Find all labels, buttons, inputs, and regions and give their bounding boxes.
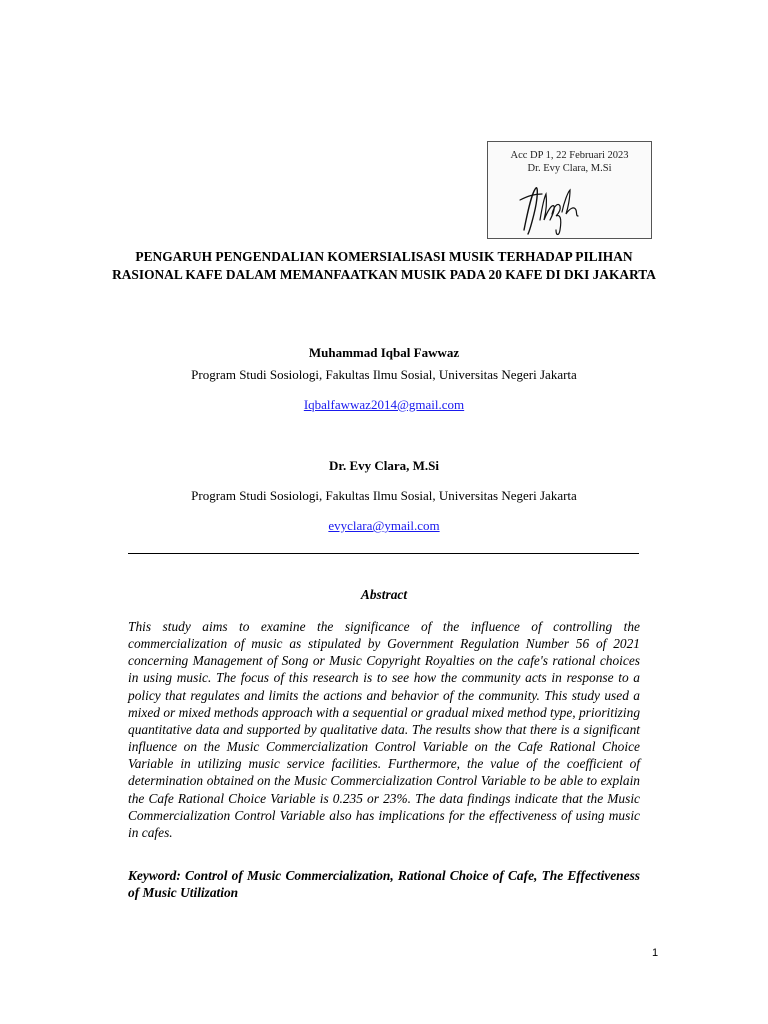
author-1-name: Muhammad Iqbal Fawwaz bbox=[308, 345, 460, 360]
page-number: 1 bbox=[651, 947, 659, 959]
author-2-email-link[interactable]: evyclara@ymail.com bbox=[328, 518, 440, 533]
keywords-text: Keyword: Control of Music Commercialization, Rational Choice of Cafe, The Effectiveness of Music Utilization bbox=[128, 868, 640, 901]
section-divider bbox=[128, 553, 639, 554]
author-1-email-link[interactable]: Iqbalfawwaz2014@gmail.com bbox=[303, 397, 465, 412]
author-2-name: Dr. Evy Clara, M.Si bbox=[328, 458, 440, 473]
paper-title: PENGARUH PENGENDALIAN KOMERSIALISASI MUSIK TERHADAP PILIHAN RASIONAL KAFE DALAM MEMANFAATKAN MUSIK PADA 20 KAFE DI DKI JAKARTA bbox=[112, 249, 656, 282]
author-1-email-line bbox=[0, 397, 768, 413]
author-2-email-line bbox=[0, 518, 768, 534]
author-2-affiliation: Program Studi Sosiologi, Fakultas Ilmu Sosial, Universitas Negeri Jakarta bbox=[191, 488, 577, 503]
stamp-date-line: Acc DP 1, 22 Februari 2023 bbox=[510, 150, 629, 161]
author-1-affiliation: Program Studi Sosiologi, Fakultas Ilmu Sosial, Universitas Negeri Jakarta bbox=[191, 367, 577, 382]
abstract-text: This study aims to examine the significance of the influence of controlling the commercialization of music as stipulated by Government Regulation Number 56 of 2021 concerning Management of Song or Music Copyright Royalties on the cafe's rational choices in using music. The focus of this research is to see how the community acts in response to a policy that regulates and limits the actions and behavior of the community. This study used a mixed or mixed methods approach with a sequential or gradual mixed method type, prioritizing quantitative data and supported by qualitative data. The results show that there is a significant influence on the Music Commercialization Control Variable on the Cafe Rational Choice Variable in utilizing music service facilities. Furthermore, the value of the coefficient of determination obtained on the Music Commercialization Control Variable to be able to explain the Cafe Rational Choice Variable is 0.235 or 23%. The data findings indicate that the Music Commercialization Control Variable also has implications for the effectiveness of using music in cafes. bbox=[128, 619, 641, 840]
stamp-signer-line: Dr. Evy Clara, M.Si bbox=[527, 163, 612, 174]
approval-stamp bbox=[487, 141, 652, 239]
handwritten-signature bbox=[514, 180, 584, 238]
abstract-heading: Abstract bbox=[360, 587, 408, 602]
